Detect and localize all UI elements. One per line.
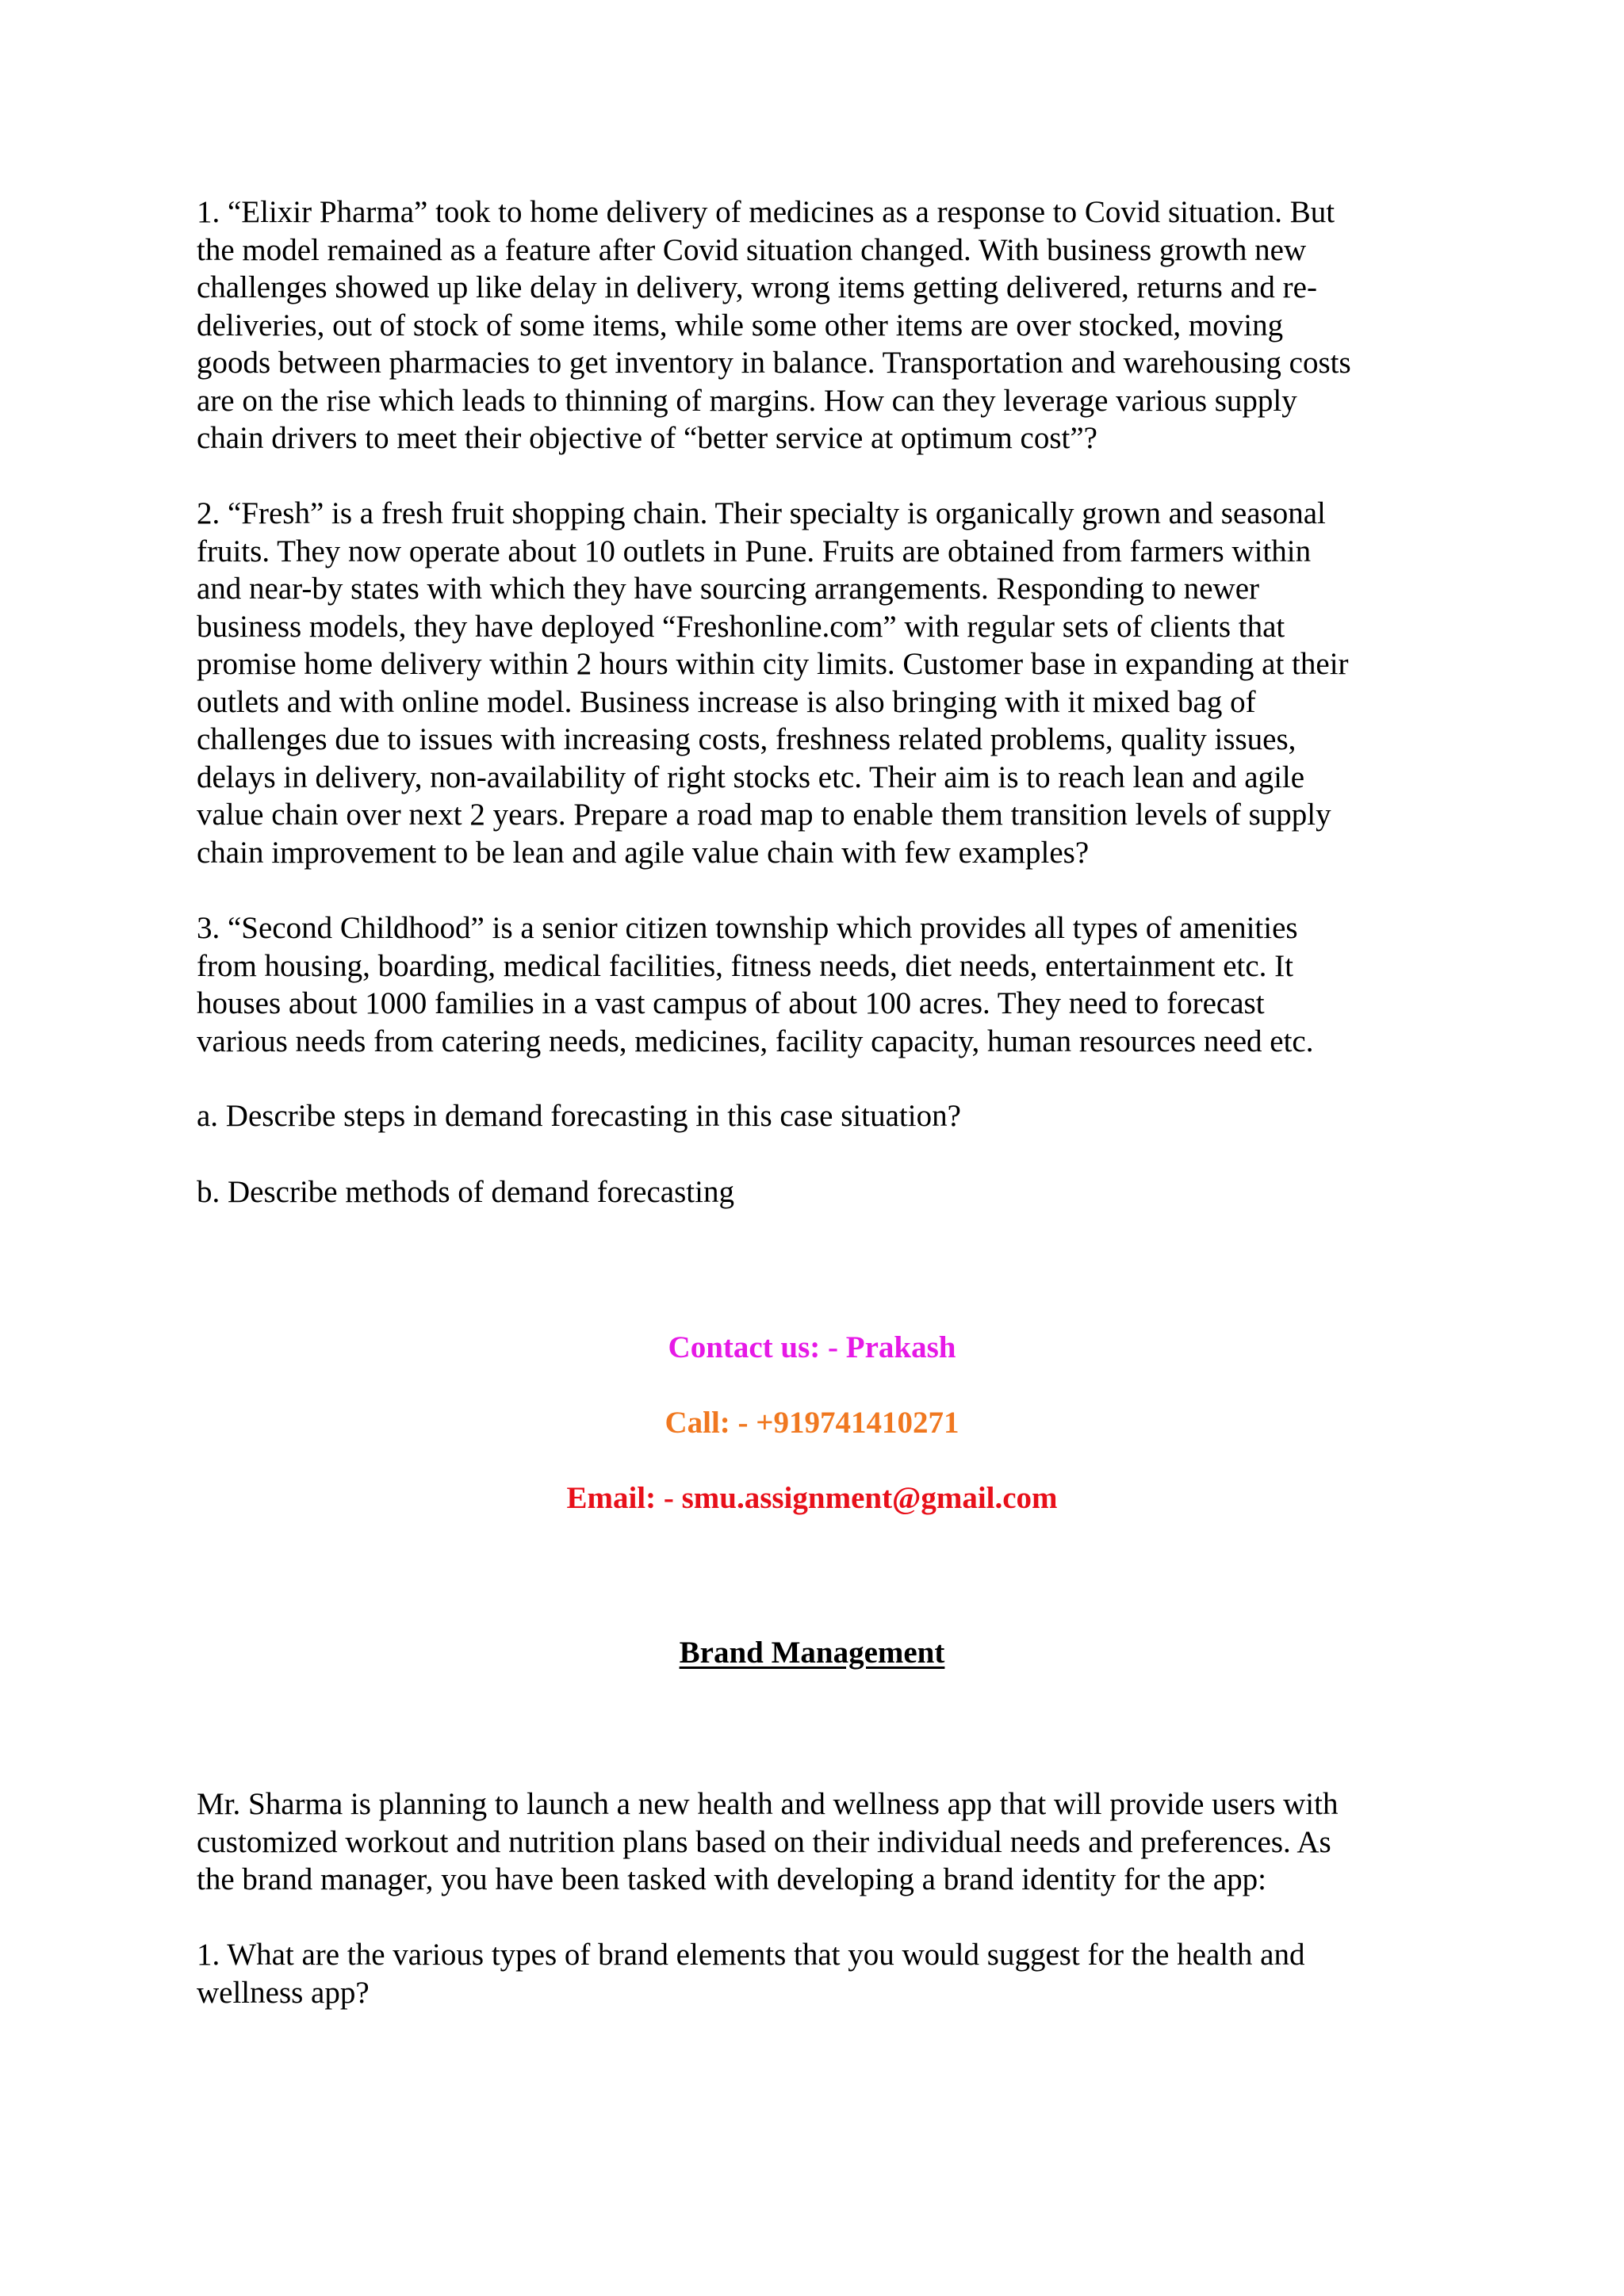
- question-1-text: 1. “Elixir Pharma” took to home delivery of medicines as a response to Covid situation. But the model remained as a feature after Covid situation changed. With business growth new challenges showed up like delay in delivery, wrong items getting delivered, returns and re- deliveries, out of stock of some items, while some other items are over stocked, moving goods between pharmacies to get inventory in balance. Transportation and warehousing costs are on the rise which leads to thinning of margins. How can they leverage various supply chain drivers to meet their objective of “better service at optimum cost”?: [197, 195, 1351, 455]
- contact-email: Email: - smu.assignment@gmail.com: [566, 1481, 1058, 1515]
- question-3b-text: b. Describe methods of demand forecasting: [197, 1175, 734, 1209]
- section-heading: Brand Management: [679, 1636, 945, 1670]
- question-2-text: 2. “Fresh” is a fresh fruit shopping chain. Their specialty is organically grown and seasonal fruits. They now operate about 10 outlets in Pune. Fruits are obtained from farmers within and near-by states with which they have sourcing arrangements. Responding to newer business models, they have deployed “Freshonline.com” with regular sets of clients that promise home delivery within 2 hours within city limits. Customer base in expanding at their outlets and with online model. Business increase is also bringing with it mixed bag of challenges due to issues with increasing costs, freshness related problems, quality issues, delays in delivery, non-availability of right stocks etc. Their aim is to reach lean and agile value chain over next 2 years. Prepare a road map to enable them transition levels of supply chain improvement to be lean and agile value chain with few examples?: [197, 496, 1349, 870]
- section-question-1-text: 1. What are the various types of brand elements that you would suggest for the health and wellness app?: [197, 1938, 1305, 2010]
- question-3a-text: a. Describe steps in demand forecasting in this case situation?: [197, 1099, 961, 1133]
- contact-phone: Call: - +919741410271: [665, 1406, 959, 1440]
- section-intro-text: Mr. Sharma is planning to launch a new health and wellness app that will provide users with customized workout and nutrition plans based on their individual needs and preferences. As the brand manager, you have been tasked with developing a brand identity for the app:: [197, 1787, 1339, 1896]
- question-3-text: 3. “Second Childhood” is a senior citizen township which provides all types of amenities from housing, boarding, medical facilities, fitness needs, diet needs, entertainment etc. It houses about 1000 families in a vast campus of about 100 acres. They need to forecast various needs from catering needs, medicines, facility capacity, human resources need etc.: [197, 911, 1314, 1058]
- contact-name: Contact us: - Prakash: [668, 1330, 956, 1364]
